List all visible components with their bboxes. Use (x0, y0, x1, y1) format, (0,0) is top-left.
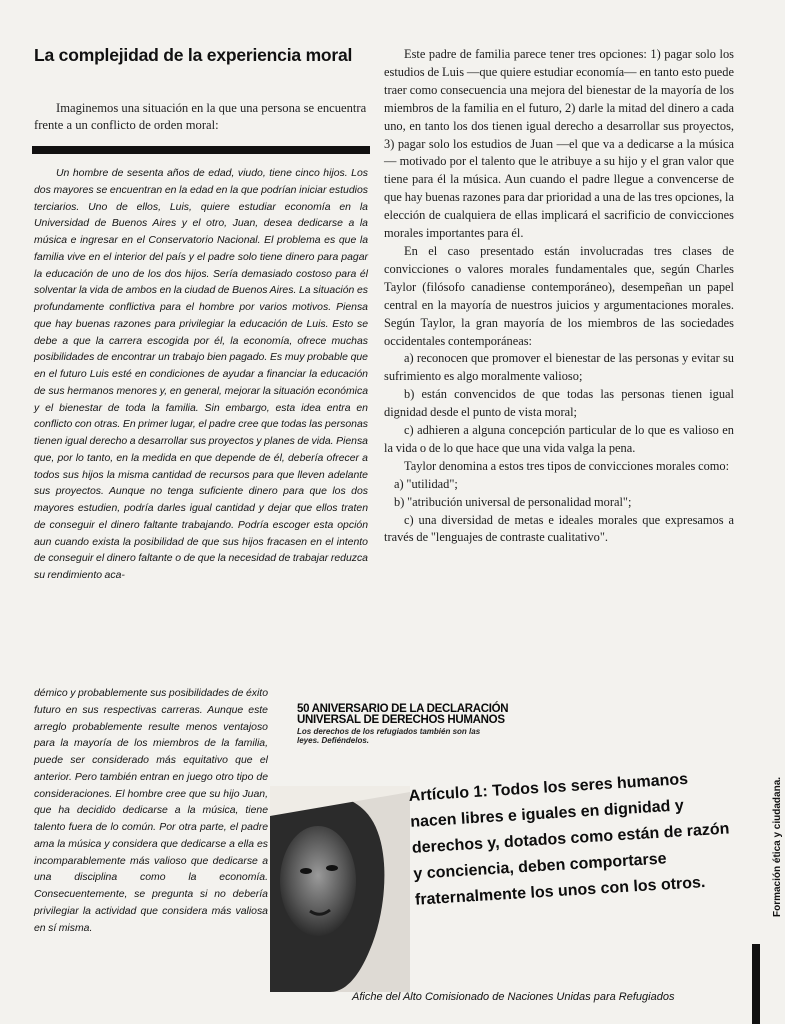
section-heading: La complejidad de la experiencia moral (34, 45, 353, 65)
black-rule-divider (32, 146, 370, 154)
poster-title: 50 ANIVERSARIO DE LA DECLARACIÓN UNIVERSAL DE DERECHOS HUMANOS (297, 703, 509, 726)
term-b: b) "atribución universal de personalidad moral"; (394, 494, 632, 509)
human-rights-poster (270, 700, 740, 992)
child-photo (270, 786, 410, 992)
article-1-text: Artículo 1: Todos los seres humanos nacen libres e iguales en dignidad y derechos y, dotados como están de razón y conciencia, deben comportarse fraternalmente los unos con los otros. (408, 770, 730, 909)
conviction-b: b) están convencidos de que todas las personas tienen igual dignidad desde el punto de vista moral; (384, 387, 734, 420)
poster-subtitle: Los derechos de los refugiados también son las leyes. Defiéndelos. (297, 727, 481, 745)
taylor-paragraph: En el caso presentado están involucradas tres clases de convicciones o valores morales fundamentales que, según Charles Taylor (filósofo canadiense contemporáneo), desempeñan un papel central en la mayoría de nuestros juicios y argumentaciones morales. Según Taylor, la gran mayoría de los miembros de las sociedades occidentales contemporáneas: (384, 243, 734, 348)
conviction-c: c) adhieren a alguna concepción particular de lo que es valioso en la vida o de lo que hace que una vida valga la pena. (384, 423, 734, 455)
conviction-a: a) reconocen que promover el bienestar de las personas y evitar su sufrimiento es algo moralmente valioso; (384, 351, 734, 384)
taylor-terms-paragraph: Taylor denomina a estos tres tipos de convicciones morales como: (404, 458, 730, 473)
case-study-text: Un hombre de sesenta años de edad, viudo, tiene cinco hijos. Los dos mayores se encuentran en la edad en la que podrían iniciar estudios terciarios. Uno de ellos, Luis, quiere estudiar economía en la Universidad de Buenos Aires y el otro, Juan, desea dedicarse a la música e ingresar en el Conservatorio Nacional. El problema es que la familia vive en el interior del país y el padre solo tiene dinero para pagar la educación de uno de los dos hijos. Sería demasiado costoso para él solventar la vida de ambos en la ciudad de Buenos Aires. La situación es profundamente conflictiva para el hombre por varios motivos. Piensa que hay buenas razones para privilegiar la educación de Luis. Esto se debe a que la carrera escogida por él, la economía, ofrece muchas posibilidades de encontrar un trabajo bien pagado. Es muy probable que en el futuro Luis esté en condiciones de ayudar a financiar la educación de sus hermanos menores y, en general, mejorar la situación económica y el bienestar de toda la familia. Sin embargo, esta idea entra en conflicto con otras. En primer lugar, el padre cree que todas las personas tienen igual derecho a desarrollar sus proyectos y planes de vida. Piensa que, por lo tanto, en la medida en que depende de él, debería ofrecer a todos sus hijos la misma cantidad de recursos para que lleven adelante sus proyectos. Aunque no tenga suficiente dinero para que los dos mayores estudien, podría darles igual cantidad y dejar que ellos traten de conseguir el dinero faltante trabajando. Podría escoger esta opción aun cuando exista la posibilidad de que sus hijos fracasen en el intento de conseguir el dinero faltante o de que la necesidad de trabajar reduzca su rendimiento aca- (34, 168, 368, 581)
term-a: a) "utilidad"; (394, 476, 458, 491)
intro-paragraph: Imaginemos una situación en la que una persona se encuentra frente a un conflicto de orden moral: (34, 101, 367, 132)
poster-caption: Afiche del Alto Comisionado de Naciones Unidas para Refugiados (352, 991, 675, 1003)
options-paragraph: Este padre de familia parece tener tres opciones: 1) pagar solo los estudios de Luis —que quiere estudiar economía— en tanto esto puede traer como consecuencia una mejora del bienestar de la mayoría de los miembros de la familia en el futuro, 2) darle la mitad del dinero a cada uno, en tanto los dos tienen igual derecho a desarrollar sus proyectos, 3) pagar solo los estudios de Juan —el que va a dedicarse a la música— motivado por el talento que le atribuye a su hijo y el gran valor que tiene para él la música. Aun cuando el padre llegue a convencerse de que hay buenas razones para dar prioridad a una de las tres opciones, la elección de cualquiera de ellas implicará el sacrificio de convicciones morales importantes para él. (384, 47, 734, 241)
book-section-label: Formación ética y ciudadana. (772, 776, 783, 917)
case-study-text-continued: démico y probablemente sus posibilidades de éxito futuro en sus respectivas carreras. Aunque este arreglo probablemente resulte menos ventajoso para la mayoría de los miembros de la familia, puede ser considerado más equitativo que el anterior. Pero también entran en juego otro tipo de consideraciones. El hombre cree que su hijo Juan, que ha decidido dedicarse a la música, tiene talento fuera de lo común. Por otra parte, el padre ama la música y considera que dedicarse a ella es incomparablemente más valioso que dedicarse a una disciplina como la economía. Consecuentemente, se pregunta si no debería privilegiar la actividad que considera más valiosa en sí misma. (34, 688, 268, 934)
side-black-bar (752, 944, 760, 1024)
right-column (384, 46, 734, 547)
term-c: c) una diversidad de metas e ideales morales que expresamos a través de "lenguajes de contraste cualitativo". (384, 512, 734, 545)
